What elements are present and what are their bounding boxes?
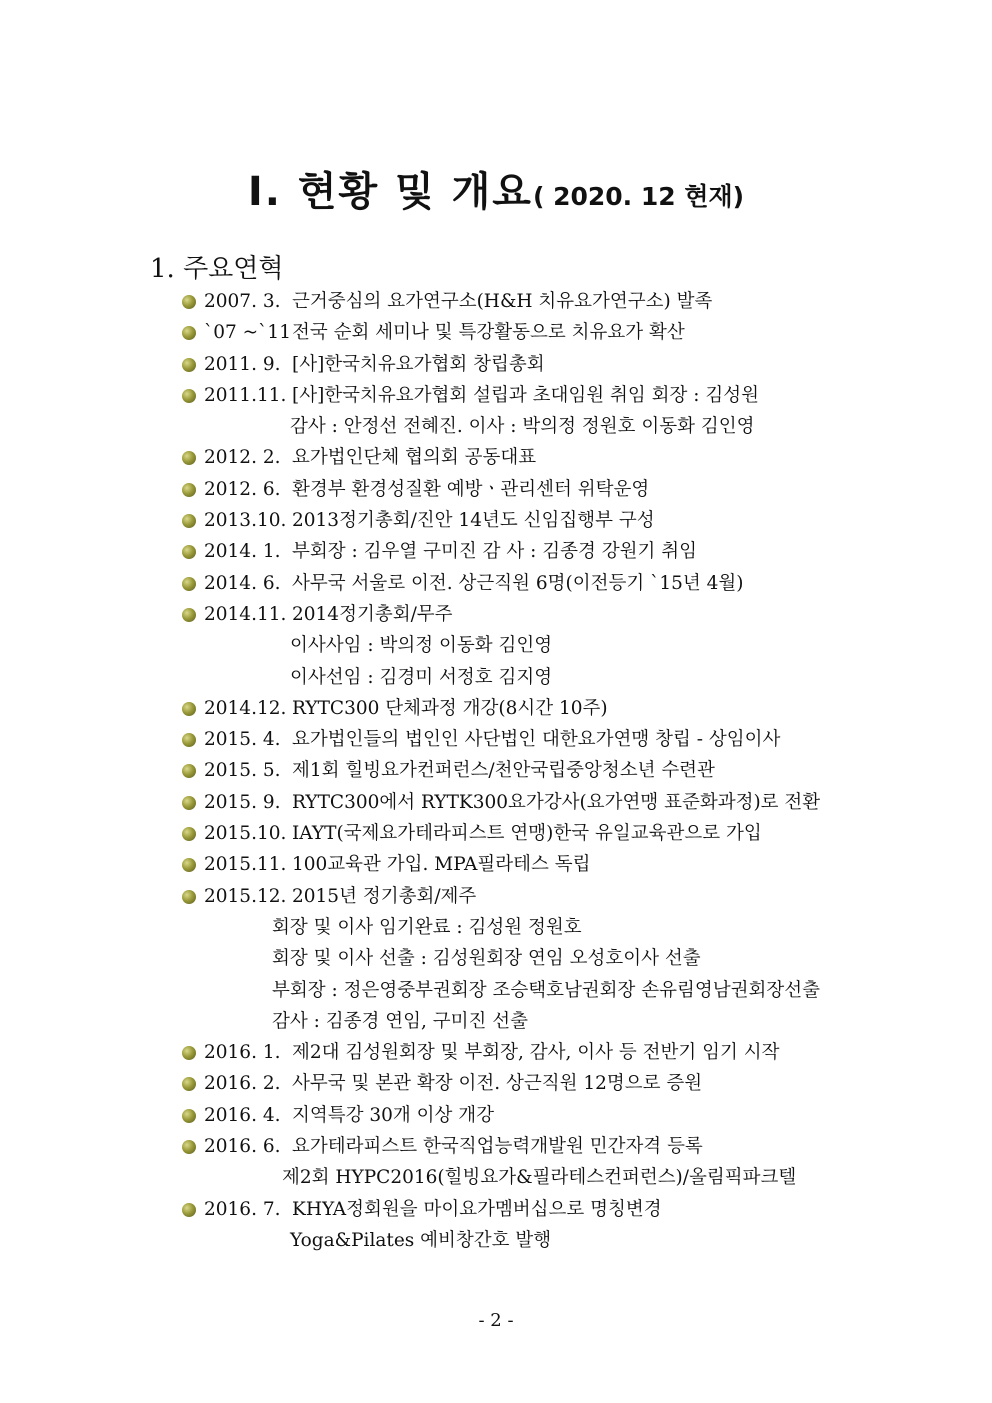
history-date: 2015.10. [204, 823, 287, 845]
history-item [0, 943, 992, 974]
history-continuation: 이사선임 : 김경미 서정호 김지영 [290, 666, 553, 688]
history-date: 2014.12. [204, 697, 287, 719]
history-date: 2013.10. [204, 510, 287, 532]
bullet-icon [182, 890, 196, 904]
history-item [0, 630, 992, 661]
bullet-icon [182, 358, 196, 372]
bullet-icon [182, 295, 196, 309]
history-continuation: Yoga&Pilates 예비창간호 발행 [290, 1229, 552, 1251]
history-item [0, 380, 992, 411]
history-text: IAYT(국제요가테라피스트 연맹)한국 유일교육관으로 가입 [292, 823, 762, 845]
history-text: [사]한국치유요가협회 창립총회 [292, 353, 545, 375]
history-item [0, 1068, 992, 1099]
bullet-icon [182, 608, 196, 622]
history-text: 2014정기총회/무주 [292, 603, 453, 625]
bullet-icon [182, 1109, 196, 1123]
title-main: Ⅰ. 현황 및 개요 [247, 169, 533, 215]
history-text: 2015년 정기총회/제주 [292, 885, 477, 907]
history-continuation: 감사 : 김종경 연임, 구미진 선출 [272, 1010, 528, 1032]
bullet-icon [182, 577, 196, 591]
history-item [0, 411, 992, 442]
history-date: 2016. 7. [204, 1198, 281, 1220]
bullet-icon [182, 1077, 196, 1091]
history-item [0, 599, 992, 630]
bullet-icon [182, 483, 196, 497]
bullet-icon [182, 451, 196, 465]
history-date: 2015. 9. [204, 791, 281, 813]
history-item [0, 1194, 992, 1225]
history-text: 요가테라피스트 한국직업능력개발원 민간자격 등록 [292, 1136, 703, 1158]
history-text: 제2대 김성원회장 및 부회장, 감사, 이사 등 전반기 임기 시작 [292, 1042, 780, 1064]
history-item [0, 724, 992, 755]
history-continuation: 회장 및 이사 선출 : 김성원회장 연임 오성호이사 선출 [272, 948, 701, 970]
history-date: 2016. 4. [204, 1104, 281, 1126]
bullet-icon [182, 1046, 196, 1060]
history-item [0, 787, 992, 818]
history-text: RYTC300 단체과정 개강(8시간 10주) [292, 697, 608, 719]
history-date: 2015. 4. [204, 729, 281, 751]
history-text: 100교육관 가입. MPA필라테스 독립 [292, 854, 591, 876]
history-text: 제1회 힐빙요가컨퍼런스/천안국립중앙청소년 수련관 [292, 760, 715, 782]
history-text: RYTC300에서 RYTK300요가강사(요가연맹 표준화과정)로 전환 [292, 791, 821, 813]
bullet-icon [182, 545, 196, 559]
history-item [0, 1162, 992, 1193]
history-text: 근거중심의 요가연구소(H&H 치유요가연구소) 발족 [292, 291, 713, 312]
history-date: 2012. 6. [204, 478, 281, 500]
history-item [0, 693, 992, 724]
title-date: ( 2020. 12 현재) [532, 182, 745, 211]
history-date: `07 ~`11 [204, 322, 291, 344]
history-text: 환경부 환경성질환 예방ㆍ관리센터 위탁운영 [292, 478, 650, 500]
history-item [0, 975, 992, 1006]
history-item [0, 818, 992, 849]
history-text: 지역특강 30개 이상 개강 [292, 1104, 495, 1126]
history-continuation: 부회장 : 정은영중부권회장 조승택호남권회장 손유림영남권회장선출 [272, 979, 821, 1001]
history-text: 요가법인들의 법인인 사단법인 대한요가연맹 창립 - 상임이사 [292, 729, 781, 751]
history-date: 2015.11. [204, 854, 287, 876]
history-text: 사무국 서울로 이전. 상근직원 6명(이전등기 `15년 4월) [292, 572, 744, 594]
bullet-icon [182, 702, 196, 716]
history-item [0, 1100, 992, 1131]
history-item [0, 568, 992, 599]
bullet-icon [182, 796, 196, 810]
history-text: 요가법인단체 협의회 공동대표 [292, 447, 537, 469]
history-date: 2014. 1. [204, 541, 281, 563]
bullet-icon [182, 1140, 196, 1154]
history-continuation: 회장 및 이사 임기완료 : 김성원 정원호 [272, 916, 582, 938]
bullet-icon [182, 389, 196, 403]
history-list [0, 286, 992, 1256]
history-text: 전국 순회 세미나 및 특강활동으로 치유요가 확산 [292, 322, 685, 344]
history-date: 2016. 6. [204, 1136, 281, 1158]
history-item [0, 474, 992, 505]
bullet-icon [182, 514, 196, 528]
history-item [0, 317, 992, 348]
history-item [0, 536, 992, 567]
bullet-icon [182, 764, 196, 778]
history-text: 사무국 및 본관 확장 이전. 상근직원 12명으로 증원 [292, 1073, 703, 1095]
history-date: 2014.11. [204, 603, 287, 625]
history-item [0, 286, 992, 317]
history-date: 2015. 5. [204, 760, 281, 782]
history-continuation: 이사사임 : 박의정 이동화 김인영 [290, 635, 553, 657]
history-date: 2016. 1. [204, 1042, 281, 1064]
history-continuation: 감사 : 안정선 전혜진. 이사 : 박의정 정원호 이동화 김인영 [290, 416, 755, 438]
bullet-icon [182, 733, 196, 747]
bullet-icon [182, 858, 196, 872]
history-item [0, 1037, 992, 1068]
page-number: - 2 - [478, 1310, 514, 1331]
history-item [0, 849, 992, 880]
history-date: 2016. 2. [204, 1073, 281, 1095]
history-text: [사]한국치유요가협회 설립과 초대임원 취임 회장 : 김성원 [292, 384, 759, 406]
history-text: 부회장 : 김우열 구미진 감 사 : 김종경 강원기 취임 [292, 541, 697, 563]
page-title [0, 160, 992, 217]
bullet-icon [182, 827, 196, 841]
history-date: 2007. 3. [204, 291, 281, 312]
history-item [0, 1006, 992, 1037]
history-date: 2011.11. [204, 384, 287, 406]
history-date: 2011. 9. [204, 353, 281, 375]
bullet-icon [182, 326, 196, 340]
section-heading: 1. 주요연혁 [150, 254, 284, 284]
history-date: 2012. 2. [204, 447, 281, 469]
history-item [0, 442, 992, 473]
history-item [0, 505, 992, 536]
history-item [0, 1131, 992, 1162]
history-continuation: 제2회 HYPC2016(힐빙요가&필라테스컨퍼런스)/올림픽파크텔 [282, 1167, 797, 1189]
history-item [0, 912, 992, 943]
history-item [0, 755, 992, 786]
history-date: 2014. 6. [204, 572, 281, 594]
history-item [0, 662, 992, 693]
history-text: 2013정기총회/진안 14년도 신임집행부 구성 [292, 510, 655, 532]
history-text: KHYA정회원을 마이요가멤버십으로 명칭변경 [292, 1198, 662, 1220]
history-date: 2015.12. [204, 885, 287, 907]
history-item [0, 349, 992, 380]
bullet-icon [182, 1203, 196, 1217]
history-item [0, 881, 992, 912]
history-item [0, 1225, 992, 1256]
